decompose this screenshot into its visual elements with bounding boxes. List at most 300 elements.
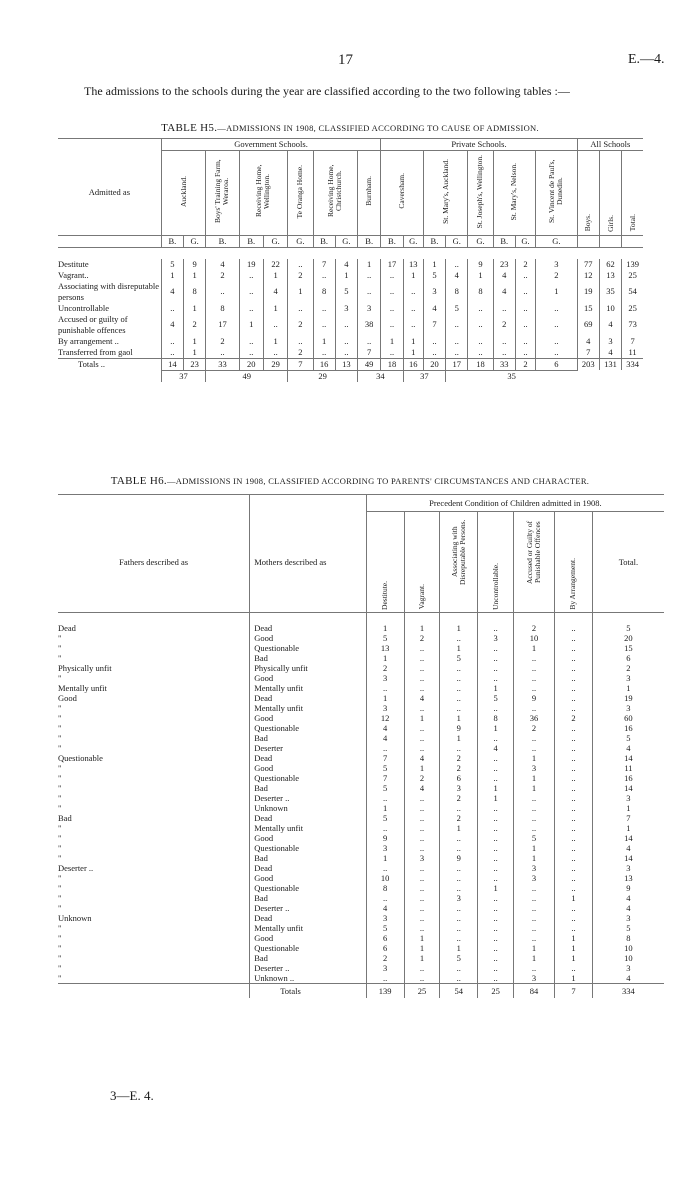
h6-cell: 1	[514, 953, 555, 963]
h5-cell: ..	[263, 314, 287, 336]
h6-father-cell: "	[58, 802, 62, 813]
h5-row	[58, 270, 643, 281]
h5-cell: ..	[515, 281, 535, 303]
h6-cell: 7	[592, 813, 664, 823]
h5-row-label: Associating with disreputable persons	[58, 280, 160, 302]
h5-cell: 3	[599, 336, 621, 347]
h6-father-cell: "	[58, 942, 62, 953]
h6-cell: 1	[366, 623, 404, 633]
h6-cell: 1	[366, 693, 404, 703]
h5-cell: 3	[423, 281, 445, 303]
h5-cell: 1	[161, 270, 183, 281]
h5-cell: 13	[599, 270, 621, 281]
h5-cell: ..	[536, 303, 577, 314]
h6-cell: ..	[366, 863, 404, 873]
h5-row-label: Transferred from gaol	[58, 346, 133, 357]
h6-cell: ..	[366, 793, 404, 803]
h5-cell: ..	[493, 303, 515, 314]
h6-father-cell: "	[58, 652, 62, 663]
h5-cell: 5	[423, 270, 445, 281]
h5-cell: 139	[622, 259, 643, 270]
h6-cell: ..	[478, 853, 514, 863]
h6-cell: 1	[592, 823, 664, 833]
h6-cell: 7	[366, 773, 404, 783]
h6-father-cell: Questionable	[58, 752, 103, 763]
h6-cell: 10	[592, 953, 664, 963]
h6-cell: 1	[478, 683, 514, 693]
h5-cell: 2	[288, 347, 313, 359]
h6-cell: 3	[592, 913, 664, 923]
h6-cell: ..	[440, 683, 478, 693]
h6-cell: ..	[478, 903, 514, 913]
h6-cell: 2	[592, 663, 664, 673]
h6-cell: 1	[478, 723, 514, 733]
h6-cell: 5	[592, 733, 664, 743]
h5-cell: 4	[493, 270, 515, 281]
h6-cell: 1	[404, 763, 440, 773]
h6-cell: ..	[404, 913, 440, 923]
h6-cell: ..	[555, 833, 593, 843]
h5-cell: ..	[493, 336, 515, 347]
h6-cell: 4	[592, 973, 664, 984]
h5-col-girls: Girls.	[605, 214, 615, 232]
h6-col-uncontrollable: Uncontrollable.	[490, 562, 500, 610]
h5-cell: ..	[493, 347, 515, 359]
h6-mother-cell: Physically unfit	[250, 663, 367, 673]
h6-cell: ..	[404, 793, 440, 803]
h6-row	[58, 753, 664, 763]
table-h6-title-prefix: TABLE H6.	[110, 475, 167, 487]
h6-cell: 1	[555, 973, 593, 984]
h6-cell: ..	[440, 923, 478, 933]
h5-row-label: By arrangement ..	[58, 335, 119, 346]
h6-row	[58, 953, 664, 963]
h5-row	[58, 347, 643, 359]
h5-cell: ..	[288, 259, 313, 270]
h6-cell: ..	[366, 893, 404, 903]
h6-mother-cell: Deserter	[250, 743, 367, 753]
h6-cell: 5	[478, 693, 514, 703]
h6-father-cell: "	[58, 672, 62, 683]
h6-cell: 2	[404, 633, 440, 643]
h5-cell: ..	[313, 303, 335, 314]
h5-cell: ..	[206, 281, 239, 303]
h5-group-government: Government Schools.	[161, 139, 381, 151]
h6-cell: 1	[404, 713, 440, 723]
h5-cell: 1	[536, 281, 577, 303]
h6-cell: ..	[440, 833, 478, 843]
table-h5-title-text: —ADMISSIONS IN 1908, CLASSIFIED ACCORDING TO CAUSE OF ADMISSION.	[217, 123, 539, 133]
h5-cell: 1	[184, 303, 206, 314]
h6-row	[58, 913, 664, 923]
h6-cell: ..	[478, 703, 514, 713]
h6-mother-cell: Mentally unfit	[250, 683, 367, 693]
h6-cell: 2	[440, 753, 478, 763]
h6-row	[58, 743, 664, 753]
h6-cell: ..	[440, 873, 478, 883]
h5-cell: 38	[358, 314, 381, 336]
h5-cell: ..	[263, 347, 287, 359]
h6-cell: ..	[514, 653, 555, 663]
h5-col-total: Total.	[627, 214, 637, 232]
h5-cell: 1	[335, 270, 357, 281]
h6-row	[58, 823, 664, 833]
h5-cell: 1	[313, 336, 335, 347]
h5-cell: ..	[358, 336, 381, 347]
h6-cell: ..	[404, 973, 440, 984]
table-h5-title-prefix: TABLE H5.	[161, 122, 218, 134]
h6-cell: ..	[514, 703, 555, 713]
h6-cell: ..	[478, 753, 514, 763]
h6-cell: 6	[592, 653, 664, 663]
h6-cell: 5	[592, 623, 664, 633]
h6-cell: ..	[366, 683, 404, 693]
h5-col-boys: Boys.	[583, 214, 593, 232]
h6-cell: ..	[555, 803, 593, 813]
h6-mother-cell: Mentally unfit	[250, 703, 367, 713]
h6-cell: ..	[404, 803, 440, 813]
h5-cell: ..	[313, 270, 335, 281]
h5-cell: ..	[335, 314, 357, 336]
h6-mother-cell: Bad	[250, 733, 367, 743]
h5-cell: 7	[577, 347, 599, 359]
table-h6-title-text: —ADMISSIONS IN 1908, CLASSIFIED ACCORDING TO PARENTS' CIRCUMSTANCES AND CHARACTER.	[166, 476, 590, 486]
h6-cell: ..	[404, 663, 440, 673]
h6-cell: 1	[478, 783, 514, 793]
h6-cell: 1	[514, 773, 555, 783]
h6-cell: ..	[478, 843, 514, 853]
h6-cell: 1	[366, 653, 404, 663]
h6-cell: 16	[592, 773, 664, 783]
h6-row	[58, 663, 664, 673]
h5-cell: 2	[515, 259, 535, 270]
h5-cell: 54	[622, 281, 643, 303]
h5-row	[58, 303, 643, 314]
h5-cell: ..	[468, 314, 493, 336]
h5-cell: ..	[239, 303, 263, 314]
h5-cell: 4	[577, 336, 599, 347]
h6-cell: 60	[592, 713, 664, 723]
h6-row	[58, 843, 664, 853]
h6-father-cell: Mentally unfit	[58, 682, 107, 693]
h6-cell: 5	[366, 783, 404, 793]
h6-cell: 3	[514, 863, 555, 873]
h5-group-all: All Schools	[577, 139, 643, 151]
h6-cell: 3	[366, 843, 404, 853]
h6-father-cell: "	[58, 832, 62, 843]
h6-cell: ..	[478, 673, 514, 683]
h6-cell: ..	[440, 703, 478, 713]
h6-cell: 3	[366, 963, 404, 973]
h6-row	[58, 803, 664, 813]
h6-mother-cell: Bad	[250, 853, 367, 863]
h5-row-label: Uncontrollable	[58, 302, 109, 313]
h6-mother-cell: Dead	[250, 623, 367, 633]
h6-cell: ..	[404, 673, 440, 683]
h5-cell: 7	[313, 259, 335, 270]
h6-cell: 3	[366, 703, 404, 713]
h6-cell: 16	[592, 723, 664, 733]
h5-cell: 5	[446, 303, 468, 314]
h5-cell: 1	[468, 270, 493, 281]
table-h5	[58, 138, 643, 382]
h5-cell: ..	[239, 347, 263, 359]
h5-col-st-josephs: St. Joseph's, Wellington.	[475, 154, 485, 228]
h5-cell: 9	[468, 259, 493, 270]
h6-cell: ..	[440, 843, 478, 853]
h6-cell: ..	[404, 903, 440, 913]
h5-col-caversham: Caversham.	[397, 173, 407, 210]
footer-signature: 3—E. 4.	[110, 1088, 154, 1103]
h6-cell: ..	[404, 723, 440, 733]
h6-cell: ..	[514, 893, 555, 903]
h5-cell: 25	[622, 303, 643, 314]
h6-cell: ..	[404, 923, 440, 933]
h5-cell: ..	[288, 336, 313, 347]
h6-cell: 10	[366, 873, 404, 883]
h5-cell: ..	[358, 281, 381, 303]
h6-cell: ..	[440, 863, 478, 873]
h5-cell: 4	[161, 281, 183, 303]
h5-cell: ..	[381, 281, 403, 303]
h6-father-cell: "	[58, 962, 62, 973]
h6-mother-cell: Deserter ..	[250, 963, 367, 973]
h6-cell: 9	[440, 723, 478, 733]
h5-cell: 1	[184, 336, 206, 347]
h5-cell: 12	[577, 270, 599, 281]
h6-cell: 9	[514, 693, 555, 703]
h6-cell: 2	[440, 763, 478, 773]
intro-paragraph: The admissions to the schools during the year are classified according to the two following tables :—	[84, 84, 570, 98]
table-h6	[58, 494, 664, 998]
h5-cell: ..	[515, 270, 535, 281]
h6-mother-cell: Questionable	[250, 773, 367, 783]
h5-cell: ..	[515, 314, 535, 336]
h6-cell: 7	[366, 753, 404, 763]
h5-cell: ..	[335, 336, 357, 347]
h6-cell: ..	[514, 803, 555, 813]
h6-cell: 2	[440, 813, 478, 823]
h5-col-te-oranga: Te Oranga Home.	[295, 164, 305, 218]
h6-cell: 1	[555, 933, 593, 943]
h6-father-cell: "	[58, 702, 62, 713]
h6-row	[58, 793, 664, 803]
h6-father-cell: "	[58, 922, 62, 933]
h5-cell: ..	[536, 347, 577, 359]
h6-cell: 2	[555, 713, 593, 723]
h6-cell: ..	[555, 923, 593, 933]
h6-cell: ..	[478, 653, 514, 663]
h5-cell: 22	[263, 259, 287, 270]
h6-cell: ..	[555, 853, 593, 863]
h6-cell: 5	[366, 813, 404, 823]
h6-father-cell: "	[58, 872, 62, 883]
h6-cell: ..	[440, 883, 478, 893]
h5-row	[58, 281, 643, 303]
h6-cell: ..	[404, 823, 440, 833]
h5-cell: 69	[577, 314, 599, 336]
h5-row-label: Vagrant..	[58, 269, 89, 280]
h6-cell: ..	[478, 863, 514, 873]
h6-mother-cell: Dead	[250, 813, 367, 823]
h6-cell: ..	[478, 623, 514, 633]
h6-father-cell: "	[58, 632, 62, 643]
h5-row-label: Accused or guilty of punishable offences	[58, 313, 128, 335]
h6-cell: 2	[404, 773, 440, 783]
h6-row	[58, 923, 664, 933]
h6-cell: ..	[440, 633, 478, 643]
h5-row	[58, 259, 643, 270]
h6-fathers-header: Fathers described as	[119, 556, 189, 567]
h5-row-label: Destitute	[58, 258, 89, 269]
h6-cell: ..	[555, 903, 593, 913]
h6-cell: 2	[366, 663, 404, 673]
h6-cell: 1	[404, 953, 440, 963]
h6-mother-cell: Good	[250, 833, 367, 843]
h6-cell: ..	[555, 743, 593, 753]
h5-cell: ..	[358, 270, 381, 281]
h6-cell: 1	[478, 883, 514, 893]
h5-cell: ..	[161, 336, 183, 347]
h6-row	[58, 633, 664, 643]
h6-cell: ..	[440, 663, 478, 673]
h5-cell: 5	[161, 259, 183, 270]
h6-cell: 15	[592, 643, 664, 653]
h5-cell: 8	[313, 281, 335, 303]
h5-totals-row: Totals .. 14 23 33 20 29 7 16 13 49 18 16 20 17 18 33 2 6 203 131 334	[58, 358, 643, 370]
h5-cell: ..	[403, 314, 423, 336]
h6-cell: ..	[404, 883, 440, 893]
h6-cell: ..	[404, 833, 440, 843]
h5-cell: ..	[335, 347, 357, 359]
h6-cell: ..	[404, 643, 440, 653]
h6-cell: 1	[440, 643, 478, 653]
h5-cell: ..	[381, 314, 403, 336]
h5-cell: 1	[263, 336, 287, 347]
h6-mother-cell: Bad	[250, 893, 367, 903]
h6-row	[58, 863, 664, 873]
h5-cell: 17	[381, 259, 403, 270]
h6-cell: 1	[555, 943, 593, 953]
h6-cell: 1	[592, 683, 664, 693]
h6-cell: 3	[592, 963, 664, 973]
h6-cell: 3	[592, 863, 664, 873]
h6-cell: ..	[555, 723, 593, 733]
h6-cell: 8	[592, 933, 664, 943]
h5-cell: 7	[423, 314, 445, 336]
h6-father-cell: "	[58, 732, 62, 743]
h5-cell: 23	[493, 259, 515, 270]
h5-cell: 1	[403, 270, 423, 281]
h5-cell: 1	[288, 281, 313, 303]
h5-cell: ..	[381, 270, 403, 281]
h6-cell: 14	[592, 753, 664, 763]
h6-cell: 19	[592, 693, 664, 703]
h6-row	[58, 833, 664, 843]
h6-cell: ..	[404, 963, 440, 973]
h6-cell: 4	[366, 903, 404, 913]
h5-cell: 8	[206, 303, 239, 314]
h6-cell: ..	[478, 873, 514, 883]
h6-cell: ..	[440, 903, 478, 913]
h6-cell: ..	[514, 923, 555, 933]
h6-cell: 4	[366, 733, 404, 743]
h5-cell: 2	[184, 314, 206, 336]
h5-group-private: Private Schools.	[381, 139, 577, 151]
h6-cell: ..	[514, 913, 555, 923]
h5-cell: 1	[184, 347, 206, 359]
h6-cell: ..	[440, 963, 478, 973]
h6-cell: 14	[592, 783, 664, 793]
h6-father-cell: "	[58, 932, 62, 943]
h5-row	[58, 336, 643, 347]
h6-cell: 4	[404, 783, 440, 793]
h6-cell: 3	[404, 853, 440, 863]
h6-mother-cell: Unknown	[250, 803, 367, 813]
h6-mother-cell: Bad	[250, 653, 367, 663]
h6-cell: ..	[555, 763, 593, 773]
h6-cell: ..	[555, 733, 593, 743]
h5-col-wellington-home: Receiving Home, Wellington.	[254, 165, 272, 218]
h5-cell: ..	[239, 336, 263, 347]
h6-row	[58, 963, 664, 973]
h5-cell: 15	[577, 303, 599, 314]
h5-cell: 8	[184, 281, 206, 303]
h5-totals-label: Totals ..	[58, 358, 161, 370]
h6-cell: ..	[404, 703, 440, 713]
h6-cell: ..	[478, 643, 514, 653]
h6-cell: ..	[366, 973, 404, 984]
h6-row	[58, 773, 664, 783]
h5-group-totals-row: 37 49 29 34 37 35	[58, 370, 643, 382]
h6-cell: 13	[592, 873, 664, 883]
h6-cell: 4	[592, 893, 664, 903]
h5-col-burnham: Burnham.	[364, 176, 374, 207]
h6-cell: ..	[514, 793, 555, 803]
h5-cell: ..	[403, 281, 423, 303]
h6-father-cell: Physically unfit	[58, 662, 112, 673]
h6-cell: 6	[440, 773, 478, 783]
h6-mother-cell: Good	[250, 933, 367, 943]
h6-cell: ..	[478, 663, 514, 673]
h5-cell: ..	[206, 347, 239, 359]
h5-cell: 5	[335, 281, 357, 303]
h6-cell: 5	[592, 923, 664, 933]
h6-row	[58, 653, 664, 663]
h6-row	[58, 813, 664, 823]
h5-cell: ..	[239, 281, 263, 303]
h6-cell: ..	[478, 963, 514, 973]
h6-father-cell: "	[58, 792, 62, 803]
h6-cell: ..	[555, 913, 593, 923]
h6-cell: 10	[592, 943, 664, 953]
h5-cell: ..	[423, 347, 445, 359]
h5-cell: 1	[184, 270, 206, 281]
h5-col-weraroa: Boys' Training Farm, Weraroa.	[213, 159, 231, 224]
h6-cell: ..	[404, 873, 440, 883]
h6-cell: ..	[404, 843, 440, 853]
h6-cell: ..	[555, 643, 593, 653]
h6-cell: 2	[514, 623, 555, 633]
h6-totals-label: Totals	[250, 983, 367, 998]
h6-cell: ..	[404, 893, 440, 903]
h5-cell: 4	[263, 281, 287, 303]
h5-cell: 8	[468, 281, 493, 303]
h6-cell: 5	[366, 923, 404, 933]
h6-cell: 5	[514, 833, 555, 843]
h6-row	[58, 893, 664, 903]
h6-cell: 3	[592, 703, 664, 713]
